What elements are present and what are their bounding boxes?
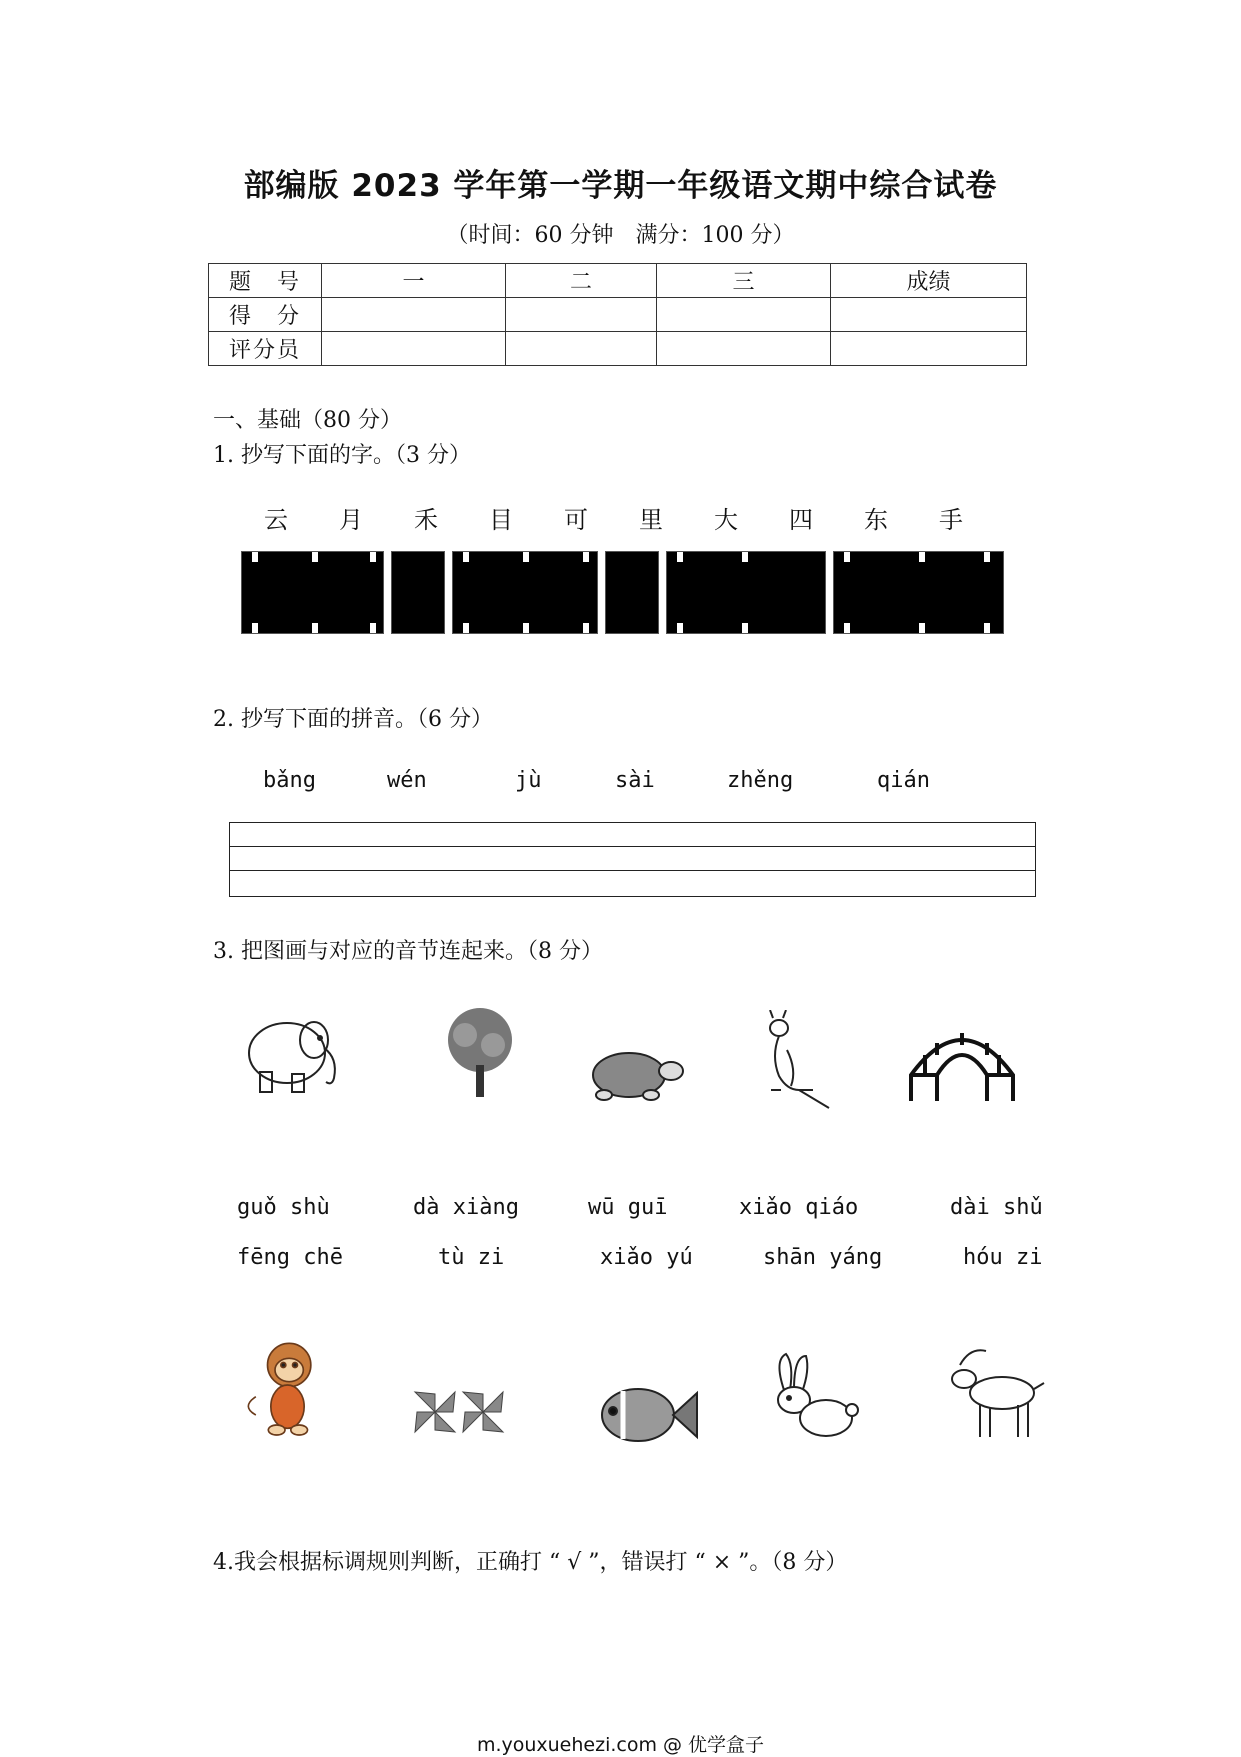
- grid-mark: [984, 552, 990, 562]
- grid-separator: [385, 551, 388, 634]
- syllable[interactable]: guǒ shù: [237, 1195, 330, 1220]
- writing-cell[interactable]: [605, 551, 659, 634]
- goat-picture[interactable]: [940, 1345, 1050, 1445]
- character: 四: [789, 506, 813, 534]
- pinwheel-picture[interactable]: [405, 1362, 515, 1462]
- character: 手: [939, 506, 963, 534]
- grid-mark: [463, 552, 469, 562]
- monkey-picture[interactable]: [230, 1340, 340, 1440]
- syllable[interactable]: dài shǔ: [950, 1195, 1043, 1220]
- grid-mark: [252, 552, 258, 562]
- grid-mark: [583, 623, 589, 633]
- grid-mark: [919, 552, 925, 562]
- tree-picture[interactable]: [425, 1005, 535, 1105]
- grid-separator: [827, 551, 830, 634]
- syllable[interactable]: xiǎo qiáo: [739, 1195, 859, 1220]
- grid-separator: [599, 551, 602, 634]
- grid-mark: [844, 623, 850, 633]
- grid-mark: [312, 623, 318, 633]
- score-cell[interactable]: [831, 298, 1027, 332]
- table-header-cell: 一: [322, 264, 506, 298]
- table-header-cell: 三: [657, 264, 831, 298]
- writing-cell[interactable]: [666, 551, 826, 634]
- question-3-title: 3. 把图画与对应的音节连起来。（8 分）: [213, 939, 603, 964]
- turtle-picture[interactable]: [579, 1022, 689, 1122]
- character-row: [0, 500, 1241, 534]
- grid-mark: [312, 552, 318, 562]
- question-4-title: 4.我会根据标调规则判断，正确打 “ √ ”，错误打 “ × ”。（8 分）: [213, 1550, 848, 1575]
- grid-mark: [984, 623, 990, 633]
- score-table-header-row: [209, 264, 1027, 298]
- character: 目: [489, 506, 513, 534]
- character: 云: [264, 506, 288, 534]
- syllable[interactable]: tù zi: [438, 1245, 505, 1270]
- grid-separator: [446, 551, 449, 634]
- pinyin-writing-lines[interactable]: [229, 822, 1036, 897]
- bridge-picture[interactable]: [907, 1010, 1017, 1110]
- exam-title: 部编版 2023 学年第一学期一年级语文期中综合试卷: [243, 168, 998, 204]
- grid-mark: [370, 552, 376, 562]
- character: 大: [714, 506, 738, 534]
- syllable[interactable]: shān yáng: [763, 1245, 883, 1270]
- score-cell[interactable]: [322, 298, 506, 332]
- writing-grid[interactable]: [241, 551, 1004, 634]
- grid-mark: [523, 552, 529, 562]
- fish-picture[interactable]: [593, 1365, 703, 1465]
- grid-mark: [742, 552, 748, 562]
- rabbit-picture[interactable]: [754, 1350, 864, 1450]
- grader-row: [209, 332, 1027, 366]
- score-table: [208, 263, 1027, 366]
- pinyin: sài: [615, 768, 655, 793]
- elephant-picture[interactable]: [242, 1008, 352, 1108]
- kangaroo-picture[interactable]: [751, 1010, 861, 1110]
- ruled-line: [230, 870, 1035, 871]
- question-1-title: 1. 抄写下面的字。（3 分）: [213, 443, 471, 468]
- grader-cell[interactable]: [831, 332, 1027, 366]
- section-heading: 一、基础（80 分）: [213, 408, 402, 433]
- row-label: 得 分: [209, 298, 322, 332]
- grid-mark: [919, 623, 925, 633]
- grader-cell[interactable]: [322, 332, 506, 366]
- pinyin: zhěng: [727, 768, 794, 793]
- pinyin: bǎng: [263, 768, 316, 793]
- character: 可: [564, 506, 588, 534]
- exam-subtitle: （时间：60 分钟 满分：100 分）: [446, 223, 795, 248]
- grid-mark: [844, 552, 850, 562]
- grid-mark: [370, 623, 376, 633]
- syllable[interactable]: fēng chē: [237, 1245, 343, 1270]
- syllable[interactable]: hóu zi: [963, 1245, 1043, 1270]
- syllable[interactable]: dà xiàng: [413, 1195, 519, 1220]
- score-cell[interactable]: [657, 298, 831, 332]
- ruled-line: [230, 846, 1035, 847]
- pinyin-row: [0, 768, 1241, 798]
- writing-cell[interactable]: [241, 551, 384, 634]
- writing-cell[interactable]: [833, 551, 1004, 634]
- footer-watermark: m.youxuehezi.com @ 优学盒子: [476, 1734, 765, 1756]
- grader-cell[interactable]: [657, 332, 831, 366]
- row-label: 评分员: [209, 332, 322, 366]
- syllable[interactable]: wū guī: [588, 1195, 668, 1220]
- grid-separator: [660, 551, 663, 634]
- grid-mark: [583, 552, 589, 562]
- writing-cell[interactable]: [391, 551, 445, 634]
- grid-mark: [463, 623, 469, 633]
- syllable-row: [0, 1245, 1241, 1275]
- question-2-title: 2. 抄写下面的拼音。（6 分）: [213, 707, 493, 732]
- grid-mark: [742, 623, 748, 633]
- syllable[interactable]: xiǎo yú: [600, 1245, 693, 1270]
- character: 禾: [414, 506, 438, 534]
- character: 里: [639, 506, 663, 534]
- syllable-row: [0, 1195, 1241, 1225]
- grid-mark: [677, 623, 683, 633]
- table-header-cell: 成绩: [831, 264, 1027, 298]
- grader-cell[interactable]: [506, 332, 657, 366]
- score-cell[interactable]: [506, 298, 657, 332]
- character: 东: [864, 506, 888, 534]
- grid-mark: [252, 623, 258, 633]
- grid-mark: [677, 552, 683, 562]
- pinyin: wén: [387, 768, 427, 793]
- score-row: [209, 298, 1027, 332]
- grid-mark: [523, 623, 529, 633]
- writing-cell[interactable]: [452, 551, 598, 634]
- pinyin: jù: [515, 768, 542, 793]
- character: 月: [339, 506, 363, 534]
- pinyin: qián: [877, 768, 930, 793]
- table-header-cell: 二: [506, 264, 657, 298]
- table-header-cell: 题 号: [209, 264, 322, 298]
